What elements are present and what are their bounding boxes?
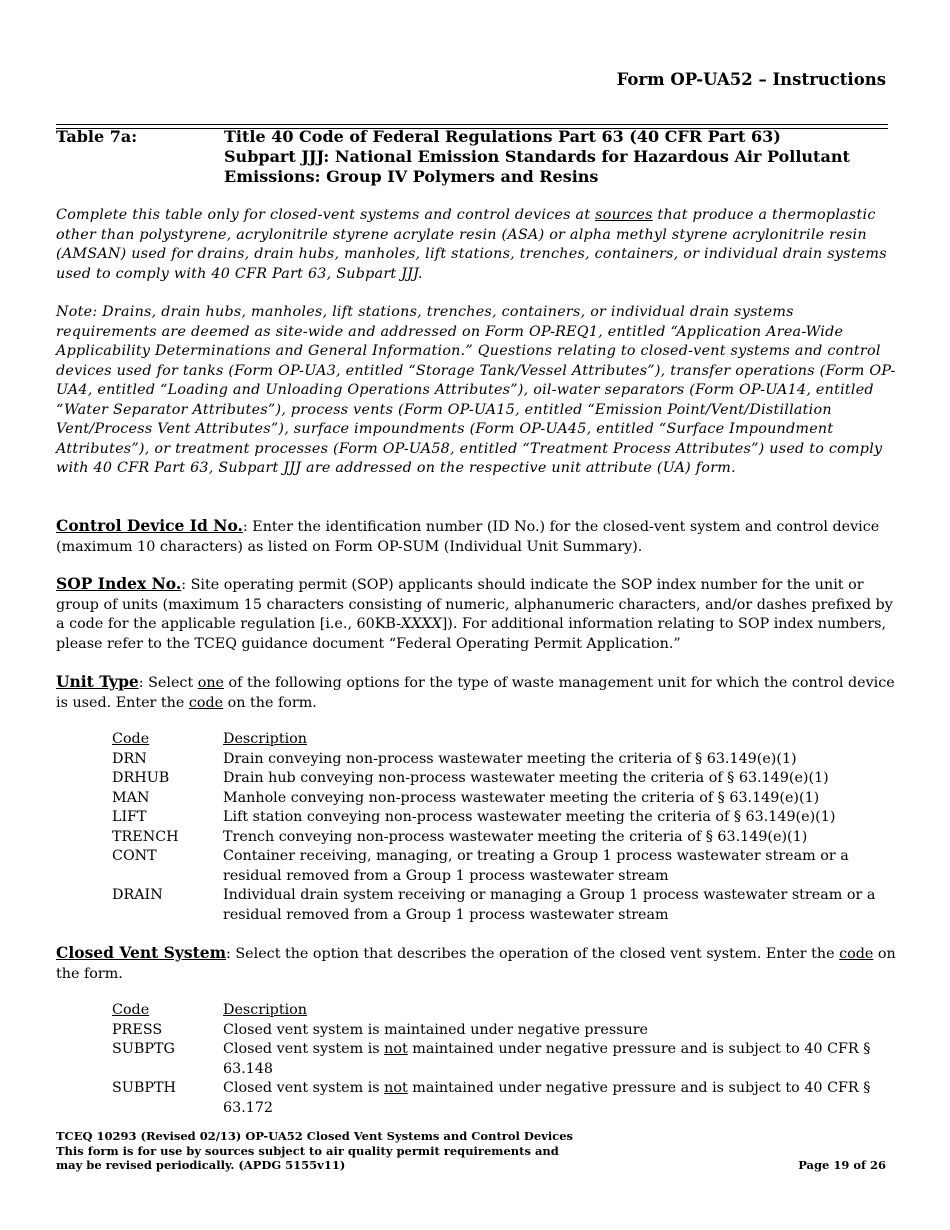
form-footer xyxy=(56,1129,573,1173)
note-paragraph: Note: Drains, drain hubs, manholes, lift stations, trenches, containers, or individual drain systems requirements are deemed as site-wide and addressed on Form OP-REQ1, entitled “Application Area-Wide Applicability Determinations and General Information.” Questions relating to closed-vent systems and control devices used for tanks (Form OP-UA3, entitled “Storage Tank/Vessel Attributes”), transfer operations (Form OP-UA4, entitled “Loading and Unloading Operations Attributes”), oil-water separators (Form OP-UA14, entitled “Water Separator Attributes”), process vents (Form OP-UA15, entitled “Emission Point/Vent/Distillation Vent/Process Vent Attributes”), surface impoundments (Form OP-UA45, entitled “Surface Impoundment Attributes”), or treatment processes (Form OP-UA58, entitled “Treatment Process Attributes”) used to comply with 40 CFR Part 63, Subpart JJJ are addressed on the respective unit attribute (UA) form. xyxy=(56,304,896,476)
intro-paragraph: Complete this table only for closed-vent systems and control devices at sources that produce a thermoplastic other than polystyrene, acrylonitrile styrene acrylate resin (ASA) or alpha methyl styrene acrylonitrile resin (AMSAN) used for drains, drain hubs, manholes, lift stations, trenches, containers, or individual drain systems used to comply with 40 CFR Part 63, Subpart JJJ. xyxy=(56,207,887,282)
closed-vent-system-section: Closed Vent System: Select the option that describes the operation of the closed vent system. Enter the code on the form. xyxy=(56,943,896,982)
unit-type-term: Unit Type xyxy=(56,672,139,691)
table-row: SUBPTG Closed vent system is not maintained under negative pressure and is subject to 40 CFR § 63.148 xyxy=(112,1041,871,1077)
code-table-header xyxy=(112,1001,896,1021)
sources-term: sources xyxy=(595,207,653,223)
header-rule-top xyxy=(56,124,888,125)
table-title-lines xyxy=(224,127,850,187)
code-column-header: Code xyxy=(112,1002,150,1018)
closed-vent-code-table xyxy=(112,1001,896,1118)
table-row: SUBPTH Closed vent system is not maintained under negative pressure and is subject to 40 CFR § 63.172 xyxy=(112,1080,871,1116)
control-device-id-term: Control Device Id No. xyxy=(56,516,243,535)
table-title-line-1: Title 40 Code of Federal Regulations Part 63 (40 CFR Part 63) xyxy=(224,127,781,146)
closed-vent-system-term: Closed Vent System xyxy=(56,943,227,962)
table-title-line-2: Subpart JJJ: National Emission Standards for Hazardous Air Pollutant xyxy=(224,147,850,166)
footer-line-1: TCEQ 10293 (Revised 02/13) OP-UA52 Closed Vent Systems and Control Devices xyxy=(56,1129,573,1143)
table-row: LIFT Lift station conveying non-process wastewater meeting the criteria of § 63.149(e)(1) xyxy=(112,809,836,825)
description-column-header: Description xyxy=(223,731,307,747)
page-number: Page 19 of 26 xyxy=(798,1158,886,1172)
sop-index-term: SOP Index No. xyxy=(56,574,182,593)
footer-line-2: This form is for use by sources subject to air quality permit requirements and xyxy=(56,1143,559,1158)
table-row: MAN Manhole conveying non-process wastewater meeting the criteria of § 63.149(e)(1) xyxy=(112,789,820,806)
table-row: TRENCH Trench conveying non-process wastewater meeting the criteria of § 63.149(e)(1) xyxy=(112,828,808,845)
table-title-line-3: Emissions: Group IV Polymers and Resins xyxy=(224,167,599,186)
table-label: Table 7a: xyxy=(56,127,138,146)
sop-index-section: SOP Index No.: Site operating permit (SOP) applicants should indicate the SOP index number for the unit or group of units (maximum 15 characters consisting of numeric, alphanumeric characters, and/or dashes prefixed by a code for the applicable regulation [i.e., 60KB-XXXX]). For additional information relating to SOP index numbers, please refer to the TCEQ guidance document “Federal Operating Permit Application.” xyxy=(56,574,893,652)
unit-type-section: Unit Type: Select one of the following options for the type of waste management unit for which the control device is used. Enter the code on the form. xyxy=(56,672,895,711)
description-column-header: Description xyxy=(223,1002,307,1018)
form-header-title: Form OP-UA52 – Instructions xyxy=(616,70,886,89)
footer-line-3: may be revised periodically. (APDG 5155v11) xyxy=(56,1158,346,1172)
unit-type-code-table xyxy=(112,730,896,925)
table-row: DRHUB Drain hub conveying non-process wastewater meeting the criteria of § 63.149(e)(1) xyxy=(112,770,829,786)
table-row: DRAIN Individual drain system receiving or managing a Group 1 process wastewater stream or a residual removed from a Group 1 process wastewater stream xyxy=(112,887,876,923)
control-device-id-section: Control Device Id No.: Enter the identification number (ID No.) for the closed-vent system and control device (maximum 10 characters) as listed on Form OP-SUM (Individual Unit Summary). xyxy=(56,516,880,555)
code-table-header xyxy=(112,730,896,750)
table-row: PRESS Closed vent system is maintained under negative pressure xyxy=(112,1021,649,1038)
code-column-header: Code xyxy=(112,731,150,747)
table-row: DRN Drain conveying non-process wastewater meeting the criteria of § 63.149(e)(1) xyxy=(112,750,797,767)
table-row: CONT Container receiving, managing, or treating a Group 1 process wastewater stream or a residual removed from a Group 1 process wastewater stream xyxy=(112,848,849,884)
